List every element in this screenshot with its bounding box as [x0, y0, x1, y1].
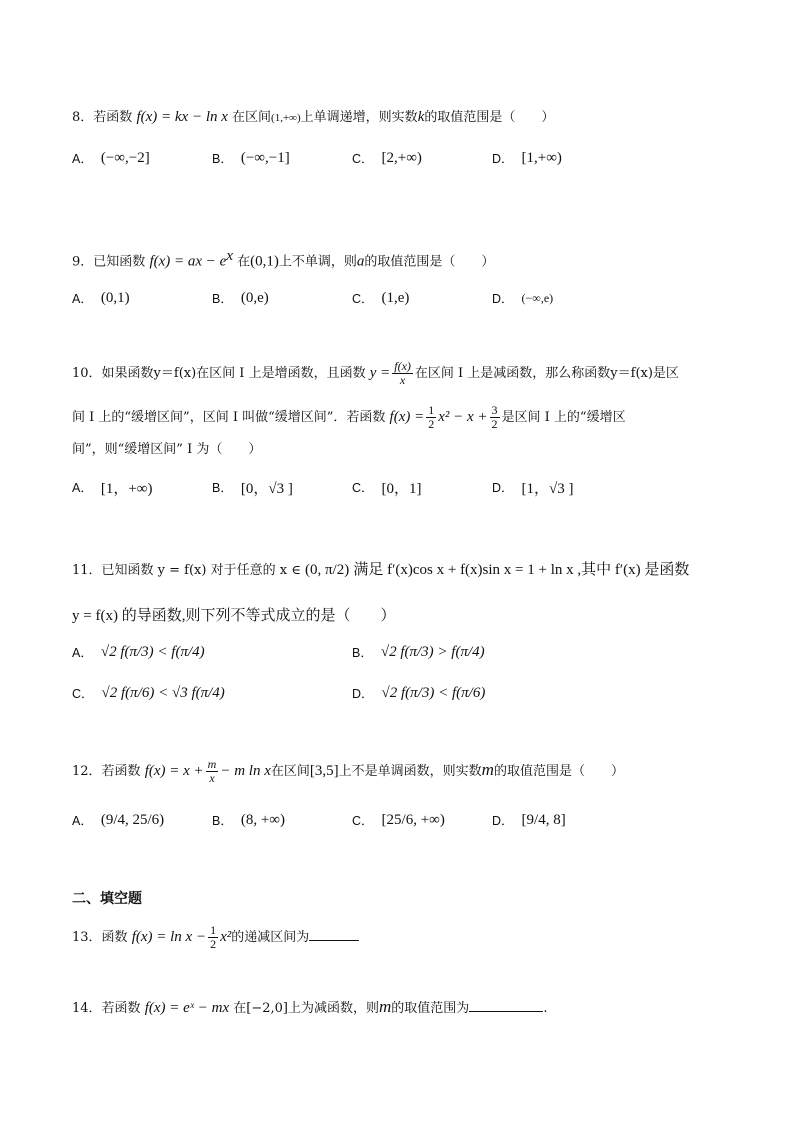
option-text: [0，1]: [381, 480, 422, 497]
option-text: √2 f(π/3) < f(π/6): [381, 684, 486, 701]
option-label: C．: [352, 152, 374, 166]
option-text: (−∞,−2]: [100, 149, 150, 166]
q12-stem-mid: 在区间: [270, 764, 310, 779]
option-label: B．: [212, 292, 233, 306]
q8-option-b[interactable]: [212, 143, 290, 173]
q13-stem-post: 的递减区间为: [231, 930, 310, 945]
q9-option-a[interactable]: [72, 283, 130, 313]
q9-option-c[interactable]: [352, 283, 409, 313]
q12-formula: − m ln x: [220, 763, 271, 779]
fraction-denominator: 2: [491, 417, 498, 431]
q9-stem-pre: 已知函数: [93, 254, 146, 270]
q12-interval: [3,5]: [309, 763, 339, 779]
option-label: A．: [72, 646, 93, 660]
q10-options: [72, 472, 754, 502]
option-label: C．: [352, 292, 374, 306]
question-10-line-3: [72, 440, 734, 460]
q12-fraction: [206, 758, 219, 785]
q11-option-b[interactable]: [352, 637, 485, 667]
q13-stem-pre: 函数: [101, 930, 128, 945]
q10-fraction: [392, 360, 413, 387]
q9-option-d[interactable]: [492, 283, 553, 313]
q10-formula: f(x) =: [389, 409, 425, 425]
q11-options-row-2: [72, 678, 754, 708]
q12-formula: f(x) = x +: [144, 763, 204, 779]
q9-stem-mid: 在: [237, 254, 251, 270]
option-text: (8, +∞): [240, 811, 285, 828]
question-10-line-2: [72, 404, 734, 431]
q11-option-c[interactable]: [72, 678, 225, 708]
option-text: (−∞,−1]: [240, 149, 290, 166]
option-text: √2 f(π/3) > f(π/4): [380, 643, 485, 660]
q12-option-b[interactable]: [212, 805, 285, 835]
q9-interval: (0,1): [250, 253, 279, 270]
answer-blank[interactable]: [309, 926, 359, 941]
option-label: B．: [212, 814, 233, 828]
option-text: √2 f(π/6) < √3 f(π/4): [101, 684, 225, 701]
q9-options: [72, 283, 754, 313]
option-label: B．: [352, 646, 373, 660]
section-title: 二、填空题: [72, 890, 142, 906]
question-13: [72, 924, 734, 951]
q10-formula: x² − x +: [438, 409, 488, 425]
q10-text: 在区间 I 上是减函数，那么称函数y＝f(x)是区: [414, 366, 679, 381]
q11-option-d[interactable]: [352, 678, 485, 708]
option-label: A．: [72, 814, 93, 828]
option-text: [2,+∞): [381, 149, 422, 166]
fraction-numerator: f(x): [394, 359, 411, 373]
option-label: C．: [352, 481, 374, 495]
option-label: D．: [492, 481, 514, 495]
q10-fraction-three-halves: [490, 404, 500, 431]
q8-interval: (1,+∞): [271, 112, 301, 124]
q10-text: 是区间 I 上的“缓增区: [501, 410, 626, 425]
q13-formula: f(x) = ln x −: [131, 929, 207, 945]
answer-blank[interactable]: [469, 997, 543, 1012]
q13-fraction: [208, 924, 218, 951]
q13-number: 13．: [72, 930, 102, 945]
option-text: (9/4, 25/6): [100, 811, 165, 828]
q9-stem-end: 的取值范围是（ ）: [364, 254, 495, 270]
option-text: [1,+∞): [521, 149, 562, 166]
q10-option-d[interactable]: [492, 472, 574, 502]
q12-option-a[interactable]: [72, 805, 164, 835]
fraction-numerator: m: [207, 757, 217, 771]
q10-text: 间”，则“缓增区间” I 为（ ）: [72, 442, 262, 457]
question-11-line-1: [72, 560, 734, 581]
option-label: C．: [352, 814, 374, 828]
q9-number: 9．: [72, 254, 94, 270]
question-8: [72, 107, 734, 128]
q10-option-c[interactable]: [352, 472, 422, 502]
q10-fraction-half: [426, 404, 436, 431]
q9-sup: x: [226, 248, 233, 264]
q11-interval: (0, π/2): [304, 562, 350, 578]
q14-stem-post: 的取值范围为: [391, 1001, 470, 1016]
q8-stem-end: 的取值范围是（ ）: [424, 110, 555, 125]
question-14: [72, 997, 734, 1019]
option-label: D．: [492, 814, 514, 828]
option-label: A．: [72, 481, 93, 495]
q13-formula: x²: [220, 929, 232, 945]
q8-stem-pre: 若函数: [93, 110, 133, 125]
question-11-line-2: [72, 606, 734, 627]
option-text: (−∞,e): [521, 290, 554, 305]
q14-stem-pre: 若函数: [101, 1001, 141, 1016]
option-label: A．: [72, 152, 93, 166]
q10-y: y =: [369, 365, 391, 381]
q10-option-a[interactable]: [72, 472, 153, 502]
q12-stem-pre: 若函数: [101, 764, 141, 779]
q12-stem-end: 的取值范围是（ ）: [493, 764, 624, 779]
q8-stem-post: 上单调递增，则实数: [300, 110, 418, 125]
q11-options-row-1: [72, 637, 754, 667]
option-label: D．: [492, 152, 514, 166]
q8-stem-mid: 在区间: [232, 110, 272, 125]
option-label: D．: [352, 687, 374, 701]
q14-number: 14．: [72, 1001, 102, 1016]
q11-option-a[interactable]: [72, 637, 205, 667]
q12-stem-post: 上不是单调函数，则实数: [338, 764, 482, 779]
q11-text: y = f(x) 的导函数,则下列不等式成立的是（ ）: [72, 608, 396, 624]
option-label: B．: [212, 152, 233, 166]
q12-var: m: [481, 760, 494, 779]
q8-formula: f(x) = kx − ln x: [136, 109, 228, 125]
q8-option-d[interactable]: [492, 143, 562, 173]
fraction-denominator: 2: [210, 937, 217, 951]
q11-text: 11．已知函数 y = f(x) 对于任意的 x ∈: [72, 563, 301, 578]
q8-option-a[interactable]: [72, 143, 150, 173]
q12-option-c[interactable]: [352, 805, 445, 835]
option-text: [9/4, 8]: [521, 811, 566, 828]
q12-options: [72, 805, 754, 835]
option-label: B．: [212, 481, 233, 495]
fraction-numerator: 1: [428, 403, 435, 417]
option-text: √2 f(π/3) < f(π/4): [100, 643, 205, 660]
fraction-denominator: x: [399, 373, 406, 387]
q9-stem-post: 上不单调，则: [278, 254, 357, 270]
q11-condition: 满足 f′(x)cos x + f(x)sin x = 1 + ln x ,其中 f′(x) 是函数: [353, 562, 690, 578]
q12-option-d[interactable]: [492, 805, 566, 835]
q14-stem-mid: 在[−2,0]上为减函数，则: [233, 1001, 380, 1016]
q8-var: k: [417, 109, 425, 125]
option-text: (0,e): [240, 289, 269, 306]
option-text: [25/6, +∞): [381, 811, 445, 828]
fraction-denominator: 2: [428, 417, 435, 431]
q8-option-c[interactable]: [352, 143, 422, 173]
q10-text: 间 I 上的“缓增区间”，区间 I 叫做“缓增区间”．若函数: [72, 410, 386, 425]
option-label: D．: [492, 292, 514, 306]
question-12: [72, 758, 734, 785]
option-label: A．: [72, 292, 93, 306]
question-9: [72, 246, 734, 272]
q14-var: m: [379, 997, 392, 1016]
fraction-numerator: 1: [210, 923, 217, 937]
q9-var: a: [356, 253, 365, 270]
option-text: [1，+∞): [100, 480, 153, 497]
q9-option-b[interactable]: [212, 283, 269, 313]
q9-formula: f(x) = ax − e: [149, 253, 227, 270]
fraction-numerator: 3: [491, 403, 498, 417]
q14-stem-end: .: [543, 1001, 548, 1016]
q14-formula: f(x) = eˣ − mx: [144, 1000, 230, 1016]
option-text: (1,e): [381, 289, 410, 306]
q12-number: 12．: [72, 764, 102, 779]
q10-option-b[interactable]: [212, 472, 293, 502]
option-text: (0,1): [100, 289, 130, 306]
fraction-denominator: x: [209, 771, 215, 785]
option-text: [0，√3 ]: [240, 480, 293, 497]
q8-number: 8．: [72, 110, 94, 125]
q8-options: [72, 143, 754, 173]
question-10-line-1: [72, 360, 734, 387]
option-label: C．: [72, 687, 94, 701]
option-text: [1，√3 ]: [521, 480, 574, 497]
q10-text: 10．如果函数y＝f(x)在区间 I 上是增函数，且函数: [72, 366, 366, 381]
